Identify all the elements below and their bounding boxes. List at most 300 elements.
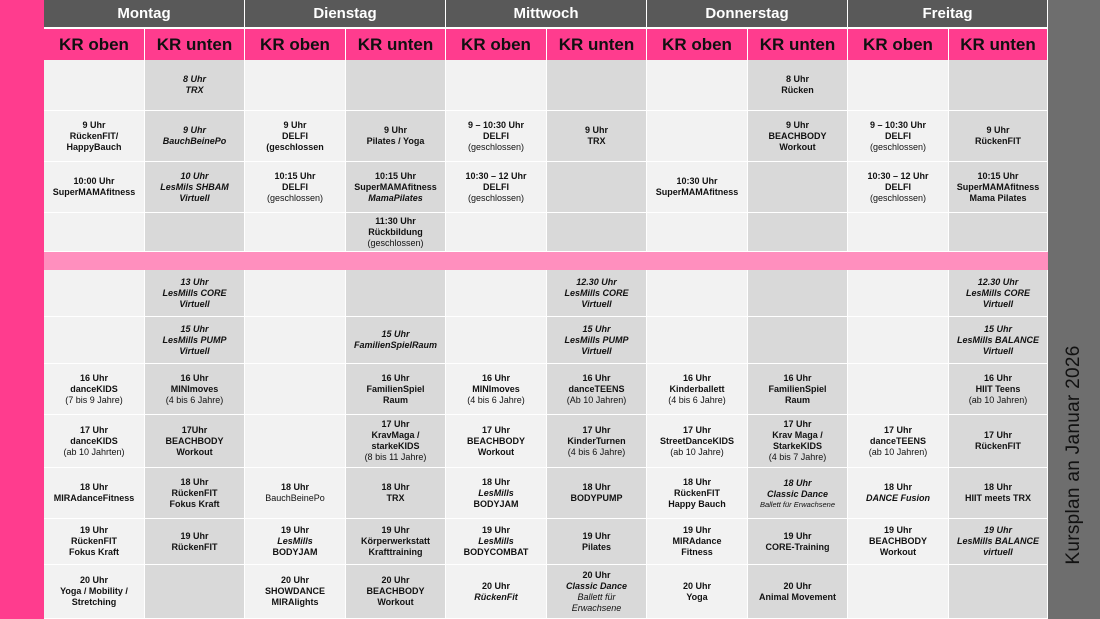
course-cell [547, 317, 647, 364]
course-line: DELFI [483, 181, 509, 192]
room-header: KR oben [44, 27, 145, 60]
midday-divider [44, 252, 1048, 270]
course-line: virtuell [983, 547, 1013, 557]
course-cell [145, 317, 245, 364]
course-line: 12.30 Uhr [576, 276, 617, 287]
course-cell [647, 468, 748, 519]
course-line: BODYCOMBAT [463, 547, 529, 557]
empty-cell [44, 213, 145, 252]
course-line: SuperMAMAfitness [354, 181, 437, 192]
empty-cell [446, 317, 547, 364]
day-header: Dienstag [245, 0, 446, 27]
empty-cell [848, 213, 949, 252]
course-cell [145, 519, 245, 565]
course-line: RückenFit [474, 591, 518, 602]
course-line: Workout [176, 446, 213, 457]
course-line: Kinderballett [669, 383, 725, 394]
course-line: Krafttraining [368, 547, 423, 557]
course-cell [848, 468, 949, 519]
course-cell [949, 519, 1048, 565]
course-line: HIIT Teens [975, 383, 1021, 394]
course-cell [145, 60, 245, 111]
course-cell [346, 565, 446, 619]
course-line: Mama Pilates [969, 192, 1027, 203]
course-cell [848, 111, 949, 162]
empty-cell [647, 111, 748, 162]
course-line: (ab 10 Jahrten) [63, 446, 125, 457]
course-cell [245, 111, 346, 162]
empty-cell [949, 565, 1048, 619]
course-line: 8 Uhr [182, 74, 206, 84]
empty-cell [44, 60, 145, 111]
course-cell [346, 162, 446, 213]
course-line: (geschlossen) [467, 192, 525, 203]
course-line: 16 Uhr [481, 372, 510, 383]
course-line: Animal Movement [758, 591, 836, 602]
empty-cell [346, 60, 446, 111]
course-cell [446, 468, 547, 519]
course-line: 17 Uhr [381, 419, 410, 429]
course-cell [145, 111, 245, 162]
course-line: Rücken [781, 85, 814, 95]
course-cell [446, 519, 547, 565]
course-line: 20 Uhr [582, 569, 611, 580]
course-cell [44, 162, 145, 213]
empty-cell [547, 60, 647, 111]
course-line: DELFI [282, 181, 308, 192]
course-line: MINImoves [170, 383, 219, 394]
course-cell [446, 415, 547, 468]
empty-cell [145, 565, 245, 619]
course-line: LesMills [478, 536, 514, 546]
course-line: 15 Uhr [983, 323, 1012, 334]
course-line: MINImoves [472, 383, 520, 394]
course-line: LesMills BALANCE [956, 334, 1039, 345]
course-line: 19 Uhr [381, 525, 410, 535]
course-line: 16 Uhr [983, 372, 1012, 383]
course-line: SuperMAMAfitness [956, 181, 1040, 192]
empty-cell [848, 565, 949, 619]
course-line: RückenFIT [673, 487, 720, 498]
course-line: Virtuell [179, 192, 210, 203]
room-header: KR unten [547, 27, 647, 60]
course-cell [547, 364, 647, 415]
course-line: HIIT meets TRX [964, 493, 1031, 503]
course-line: 20 Uhr [280, 575, 309, 585]
empty-cell [647, 270, 748, 317]
course-line: 16 Uhr [582, 372, 611, 383]
course-line: MIRAdanceFitness [53, 493, 135, 503]
course-line: 19 Uhr [280, 525, 309, 535]
course-line: Fokus Kraft [169, 498, 220, 509]
empty-cell [748, 162, 848, 213]
course-line: TRX [386, 493, 405, 503]
course-cell [346, 468, 446, 519]
course-line: 18 Uhr [180, 476, 209, 487]
course-cell [245, 565, 346, 619]
course-cell [949, 111, 1048, 162]
course-line: 16 Uhr [682, 372, 711, 383]
course-line: 16 Uhr [381, 372, 410, 383]
course-cell [547, 565, 647, 619]
course-line: StreetDanceKIDS [659, 435, 735, 446]
course-cell [547, 111, 647, 162]
course-cell [446, 162, 547, 213]
course-cell [346, 519, 446, 565]
course-cell [848, 162, 949, 213]
course-line: Erwachsene [571, 602, 622, 613]
course-line: 20 Uhr [783, 580, 812, 591]
course-line: (ab 10 Jahre) [670, 446, 724, 457]
course-line: (4 bis 6 Jahre) [467, 394, 525, 405]
course-line: 9 Uhr [182, 125, 206, 135]
course-line: Workout [477, 446, 515, 457]
empty-cell [949, 213, 1048, 252]
course-line: Workout [377, 597, 414, 607]
course-line: MamaPilates [368, 192, 423, 203]
course-line: Rückbildung [368, 226, 423, 237]
course-line: 17 Uhr [682, 424, 711, 435]
course-line: Workout [779, 141, 816, 152]
course-line: RückenFIT [171, 541, 218, 552]
course-cell [346, 364, 446, 415]
empty-cell [647, 213, 748, 252]
course-line: Classic Dance [766, 488, 829, 499]
course-line: SuperMAMAfitness [52, 187, 136, 197]
course-line: MIRAdance [672, 536, 722, 546]
course-line: LesMills BALANCE [956, 536, 1039, 546]
course-line: 13 Uhr [180, 276, 209, 287]
course-line: 10:30 – 12 Uhr [867, 170, 929, 181]
course-line: (4 bis 6 Jahre) [668, 394, 726, 405]
course-cell [245, 468, 346, 519]
course-line: Ballett für [577, 591, 616, 602]
course-cell [748, 111, 848, 162]
course-line: BEACHBODY [868, 536, 927, 546]
course-cell [547, 519, 647, 565]
empty-cell [547, 213, 647, 252]
course-cell [44, 468, 145, 519]
course-cell [44, 364, 145, 415]
empty-cell [145, 213, 245, 252]
course-cell [848, 415, 949, 468]
course-cell [145, 415, 245, 468]
course-line: (ab 10 Jahren) [868, 446, 928, 457]
room-header: KR oben [245, 27, 346, 60]
course-cell [848, 519, 949, 565]
day-header: Donnerstag [647, 0, 848, 27]
course-cell [245, 519, 346, 565]
room-header: KR unten [346, 27, 446, 60]
course-cell [446, 111, 547, 162]
course-line: 15 Uhr [180, 323, 209, 334]
empty-cell [245, 415, 346, 468]
course-line: BEACHBODY [768, 130, 827, 141]
left-accent-bar [0, 0, 44, 619]
course-line: 8 Uhr [785, 74, 809, 84]
course-line: 19 Uhr [783, 530, 812, 541]
course-cell [346, 415, 446, 468]
course-cell [145, 162, 245, 213]
course-cell [748, 60, 848, 111]
course-line: Yoga / Mobility / [60, 586, 128, 596]
course-cell [547, 415, 647, 468]
course-line: 19 Uhr [883, 525, 912, 535]
course-line: 18 Uhr [883, 482, 912, 492]
course-line: SuperMAMAfitness [655, 187, 739, 197]
empty-cell [647, 60, 748, 111]
course-line: 10:30 Uhr [676, 176, 718, 186]
course-cell [647, 364, 748, 415]
course-line: 9 Uhr [986, 125, 1010, 135]
course-line: RückenFIT [974, 136, 1021, 146]
course-cell [446, 364, 547, 415]
course-line: 17Uhr [181, 424, 208, 435]
course-line: Virtuell [581, 298, 612, 309]
course-line: Ballett für Erwachsene [759, 499, 836, 509]
course-line: 15 Uhr [381, 329, 410, 339]
course-line: LesMills CORE [564, 287, 629, 298]
course-line: LesMills [277, 536, 313, 546]
course-line: danceTEENS [568, 383, 625, 394]
course-line: BODYPUMP [570, 493, 623, 503]
course-cell [346, 213, 446, 252]
course-line: 20 Uhr [682, 580, 711, 591]
course-line: BauchBeinePo [162, 136, 227, 146]
course-line: 18 Uhr [983, 482, 1012, 492]
course-line: KravMaga / [371, 430, 420, 440]
course-line: 18 Uhr [481, 476, 510, 487]
course-line: 10:00 Uhr [73, 176, 115, 186]
course-line: 17 Uhr [883, 424, 912, 435]
course-line: BEACHBODY [366, 586, 425, 596]
empty-cell [848, 317, 949, 364]
course-line: BEACHBODY [466, 435, 525, 446]
room-header: KR oben [446, 27, 547, 60]
course-line: 15 Uhr [582, 323, 611, 334]
course-line: KinderTurnen [567, 435, 626, 446]
empty-cell [44, 317, 145, 364]
course-cell [647, 162, 748, 213]
course-line: 19 Uhr [582, 530, 611, 541]
course-cell [446, 565, 547, 619]
course-line: 19 Uhr [180, 530, 209, 541]
course-line: 17 Uhr [582, 424, 611, 435]
course-line: 9 Uhr [82, 119, 106, 130]
course-cell [245, 162, 346, 213]
schedule-grid [44, 0, 1048, 619]
course-cell [949, 468, 1048, 519]
course-line: 10:15 Uhr [977, 170, 1019, 181]
course-line: 19 Uhr [983, 525, 1012, 535]
course-line: Fitness [681, 547, 713, 557]
course-cell [647, 415, 748, 468]
room-header: KR unten [145, 27, 245, 60]
empty-cell [748, 213, 848, 252]
empty-cell [748, 270, 848, 317]
course-line: 10:15 Uhr [274, 170, 316, 181]
course-line: 20 Uhr [381, 575, 410, 585]
course-line: Stretching [71, 597, 117, 607]
course-cell [647, 565, 748, 619]
plan-title: Kursplan an Januar 2026 [1063, 345, 1084, 565]
empty-cell [245, 60, 346, 111]
course-line: 19 Uhr [79, 525, 108, 535]
course-line: 16 Uhr [783, 372, 812, 383]
empty-cell [446, 213, 547, 252]
course-line: (4 bis 7 Jahre) [768, 452, 827, 462]
course-line: LesMills [478, 487, 514, 498]
empty-cell [748, 317, 848, 364]
course-cell [748, 468, 848, 519]
course-line: TRX [185, 85, 204, 95]
course-line: Virtuell [982, 345, 1014, 356]
course-line: DELFI [885, 130, 911, 141]
course-line: DELFI [282, 130, 308, 141]
empty-cell [245, 270, 346, 317]
course-line: LesMils SHBAM [160, 181, 229, 192]
course-cell [748, 565, 848, 619]
course-line: TRX [587, 136, 606, 146]
course-line: 9 – 10:30 Uhr [869, 119, 927, 130]
course-line: Raum [382, 394, 408, 405]
course-line: (geschlossen) [367, 237, 424, 248]
course-cell [44, 111, 145, 162]
empty-cell [647, 317, 748, 364]
course-line: DANCE Fusion [866, 493, 930, 503]
empty-cell [949, 60, 1048, 111]
course-line: CORE-Training [765, 541, 830, 552]
course-line: 18 Uhr [381, 482, 410, 492]
course-cell [145, 270, 245, 317]
empty-cell [245, 364, 346, 415]
course-cell [748, 519, 848, 565]
course-line: Yoga [686, 591, 708, 602]
empty-cell [446, 270, 547, 317]
course-cell [547, 270, 647, 317]
course-line: (geschlossen) [467, 141, 525, 152]
course-line: LesMills PUMP [162, 334, 227, 345]
course-line: 9 Uhr [383, 125, 407, 135]
course-cell [949, 364, 1048, 415]
course-line: LesMills PUMP [564, 334, 629, 345]
course-line: Krav Maga / [772, 430, 823, 440]
course-cell [44, 519, 145, 565]
course-line: Virtuell [179, 298, 210, 309]
course-line: danceTEENS [869, 435, 927, 446]
empty-cell [547, 162, 647, 213]
course-line: 9 Uhr [584, 125, 608, 135]
course-line: StarkeKIDS [772, 441, 823, 451]
course-line: Pilates / Yoga [366, 136, 425, 146]
course-line: 17 Uhr [783, 419, 812, 429]
course-line: 12.30 Uhr [977, 276, 1019, 287]
room-header: KR unten [949, 27, 1048, 60]
course-line: (geschlossen) [266, 192, 324, 203]
course-line: 16 Uhr [79, 372, 108, 383]
course-line: RückenFIT/ [69, 130, 119, 141]
course-line: danceKIDS [70, 383, 118, 394]
course-line: danceKIDS [70, 435, 118, 446]
course-line: RückenFIT [70, 536, 117, 546]
room-header: KR oben [848, 27, 949, 60]
course-line: Virtuell [581, 345, 612, 356]
course-line: 18 Uhr [783, 477, 812, 488]
course-line: 17 Uhr [481, 424, 510, 435]
course-line: 10 Uhr [180, 170, 209, 181]
course-line: Raum [784, 394, 810, 405]
course-line: 18 Uhr [79, 482, 108, 492]
course-cell [44, 565, 145, 619]
course-line: DELFI [483, 130, 509, 141]
course-line: HappyBauch [66, 141, 122, 152]
course-line: 18 Uhr [682, 476, 711, 487]
room-header: KR oben [647, 27, 748, 60]
empty-cell [848, 270, 949, 317]
day-header: Freitag [848, 0, 1048, 27]
course-line: 17 Uhr [983, 430, 1012, 440]
course-line: LesMills CORE [162, 287, 227, 298]
course-line: 10:15 Uhr [374, 170, 417, 181]
course-line: Fokus Kraft [68, 547, 119, 557]
course-line: 9 Uhr [785, 119, 809, 130]
course-line: (geschlossen) [869, 192, 927, 203]
course-cell [145, 364, 245, 415]
course-cell [647, 519, 748, 565]
course-line: 10:30 – 12 Uhr [465, 170, 527, 181]
course-cell [748, 415, 848, 468]
course-cell [748, 364, 848, 415]
course-cell [949, 270, 1048, 317]
course-cell [346, 317, 446, 364]
day-header: Montag [44, 0, 245, 27]
course-cell [346, 111, 446, 162]
course-line: FamilienSpielRaum [353, 340, 438, 350]
course-cell [145, 468, 245, 519]
course-cell [949, 317, 1048, 364]
empty-cell [245, 213, 346, 252]
course-cell [949, 415, 1048, 468]
course-line: Workout [879, 547, 917, 557]
course-line: LesMills CORE [965, 287, 1030, 298]
course-line: FamilienSpiel [768, 383, 827, 394]
course-line: (8 bis 11 Jahre) [364, 452, 427, 462]
course-line: (Ab 10 Jahren) [566, 394, 627, 405]
course-line: 18 Uhr [582, 482, 611, 492]
course-line: MIRAlights [271, 597, 319, 607]
course-line: (4 bis 6 Jahre) [567, 446, 626, 457]
course-line: RückenFIT [974, 441, 1021, 451]
course-line: 20 Uhr [79, 575, 108, 585]
empty-cell [446, 60, 547, 111]
course-line: BauchBeinePo [265, 493, 325, 503]
course-line: BODYJAM [272, 547, 318, 557]
course-cell [44, 415, 145, 468]
course-line: Classic Dance [565, 580, 628, 591]
course-line: 17 Uhr [79, 424, 108, 435]
empty-cell [245, 317, 346, 364]
course-line: 11:30 Uhr [375, 215, 416, 226]
course-line: Pilates [581, 541, 612, 552]
course-line: (geschlossen [266, 141, 324, 152]
course-line: DELFI [885, 181, 911, 192]
course-line: 16 Uhr [180, 372, 209, 383]
course-line: BODYJAM [473, 498, 519, 509]
course-cell [949, 162, 1048, 213]
course-line: 19 Uhr [682, 525, 711, 535]
course-line: 18 Uhr [280, 482, 309, 492]
empty-cell [44, 270, 145, 317]
